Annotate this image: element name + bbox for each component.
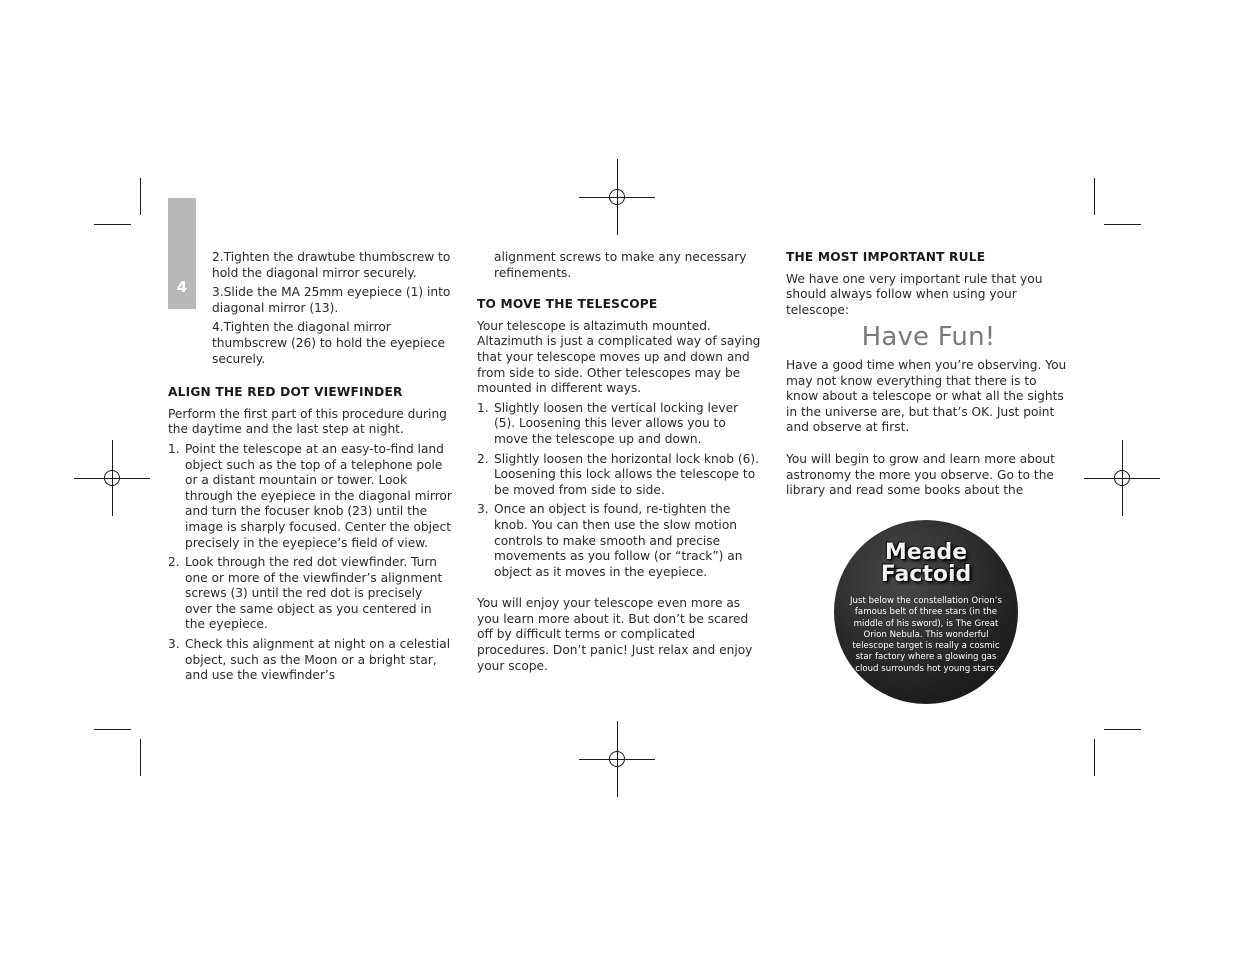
registration-mark: [579, 159, 655, 235]
list-item: 3.Slide the MA 25mm eyepiece (1) into diagonal mirror (13).: [212, 285, 451, 315]
crop-mark: [1094, 178, 1095, 215]
crop-mark: [140, 178, 141, 215]
factoid-title: Meade Factoid: [880, 540, 972, 587]
list-item: 3. Check this alignment at night on a celestial object, such as the Moon or a bright star, and use the viewfinder’s: [168, 637, 451, 683]
factoid-text: Just below the constellation Orion’s famous belt of three stars (in the middle of his sword), is The Great Orion Nebula. This wonderful telescope target is really a cosmic star factory where a glowing gas cloud surrounds hot young stars.: [850, 596, 1002, 674]
section-heading: ALIGN THE RED DOT VIEWFINDER: [168, 385, 403, 400]
list-item: 2. Slightly loosen the horizontal lock knob (6). Loosening this lock allows the telescope to be moved from side to side.: [477, 451, 759, 497]
list-item: 1. Slightly loosen the vertical locking lever (5). Loosening this lever allows you to move the telescope up and down.: [477, 400, 739, 446]
paragraph: We have one very important rule that you should always follow when using your telescope:: [786, 271, 1043, 317]
page-number: 4: [176, 278, 188, 296]
paragraph: alignment screws to make any necessary refinements.: [494, 250, 747, 280]
crop-mark: [1104, 729, 1141, 730]
meade-factoid-badge: [834, 520, 1018, 704]
crop-mark: [140, 739, 141, 776]
crop-mark: [1094, 739, 1095, 776]
registration-mark: [74, 440, 150, 516]
have-fun-heading: Have Fun!: [861, 322, 996, 353]
list-item: 4.Tighten the diagonal mirror thumbscrew (26) to hold the eyepiece securely.: [212, 320, 446, 366]
paragraph: Your telescope is altazimuth mounted. Altazimuth is just a complicated way of saying that your telescope moves up and down and from side to side. Other telescopes may be mounted in different ways.: [477, 318, 761, 396]
registration-mark: [579, 721, 655, 797]
column-2: [477, 250, 762, 674]
assembly-steps: [212, 250, 453, 367]
column-3: [786, 250, 1071, 499]
crop-mark: [94, 224, 131, 225]
column-1: [168, 250, 453, 684]
paragraph: You will begin to grow and learn more about astronomy the more you observe. Go to the library and read some books about the: [786, 451, 1055, 498]
paragraph: Perform the first part of this procedure during the daytime and the last step at night.: [168, 406, 447, 437]
crop-mark: [1104, 224, 1141, 225]
list-item: 1. Point the telescope at an easy-to-find land object such as the top of a telephone pole or a distant mountain or tower. Look through the eyepiece in the diagonal mirror and turn the focuser knob (23) until the image is sharply focused. Center the object precisely in the eyepiece’s field of view.: [168, 441, 452, 550]
paragraph: Have a good time when you’re observing. You may not know everything that there is to know about a telescope or what all the sights in the universe are, but that’s OK. Just point and observe at first.: [786, 357, 1067, 435]
numbered-list: [477, 401, 762, 581]
list-item: 2.Tighten the drawtube thumbscrew to hold the diagonal mirror securely.: [212, 250, 451, 280]
crop-mark: [94, 729, 131, 730]
list-item: 2. Look through the red dot viewfinder. Turn one or more of the viewfinder’s alignment screws (3) until the red dot is precisely over the same object as you centered in the eyepiece.: [168, 555, 443, 632]
list-item: 3. Once an object is found, re-tighten the knob. You can then use the slow motion controls to make smooth and precise movements as you follow (or “track”) an object as it moves in the eyepiece.: [477, 502, 743, 579]
registration-mark: [1084, 440, 1160, 516]
section-heading: TO MOVE THE TELESCOPE: [477, 297, 658, 312]
paragraph: You will enjoy your telescope even more as you learn more about it. But don’t be scared off by difficult terms or complicated procedures. Don’t panic! Just relax and enjoy your scope.: [477, 596, 753, 673]
numbered-list: [168, 442, 453, 684]
section-heading: THE MOST IMPORTANT RULE: [786, 250, 986, 264]
